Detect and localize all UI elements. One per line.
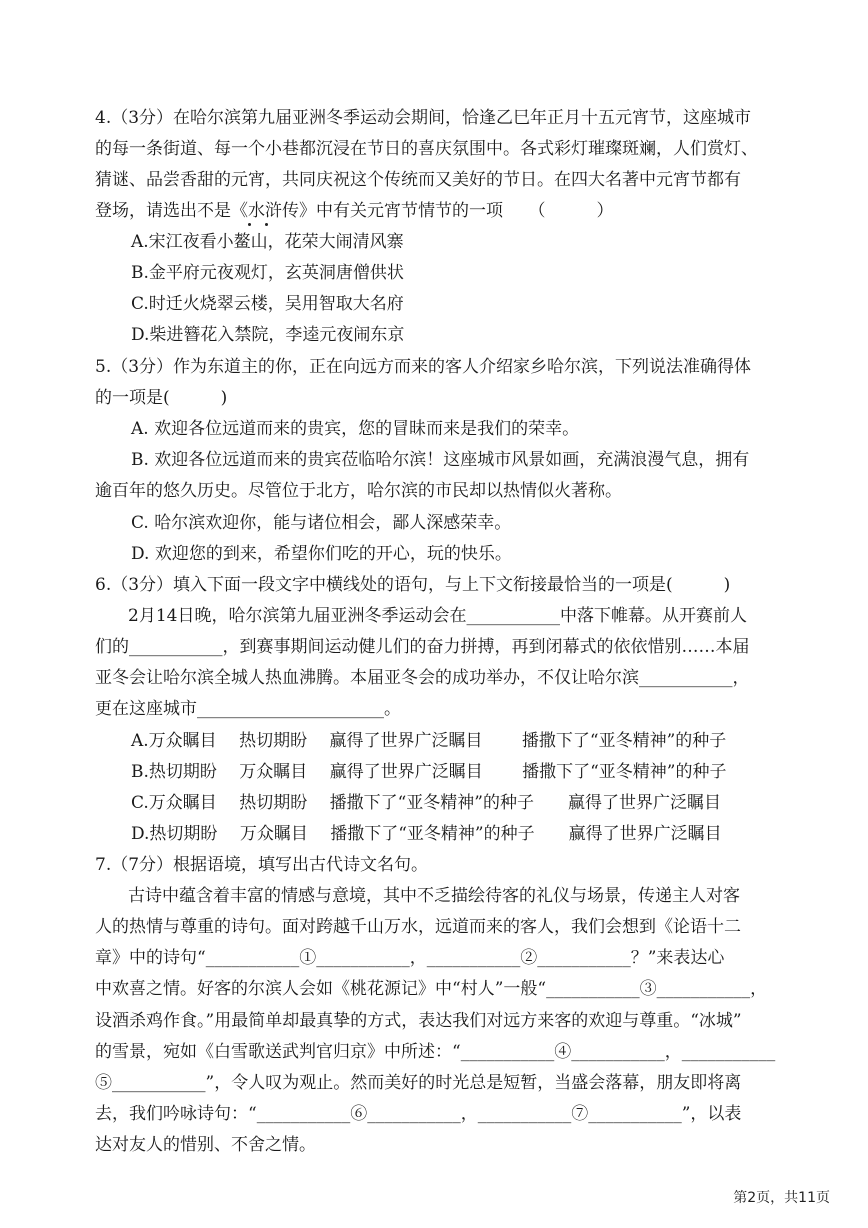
emphasis-dot	[265, 223, 268, 226]
q7-passage-line-3: 章》中的诗句“___________①___________，___________②___________？”来表达心	[95, 948, 725, 968]
q4-stem-line-4: 登场，请选出不是《水浒传》中有关元宵节情节的一项 （ ）	[95, 201, 614, 221]
q7-passage-line-5: 设酒杀鸡作食。”用最简单却最真挚的方式，表达我们对远方来客的欢迎与尊重。“冰城”	[95, 1011, 742, 1031]
q5-option-b: B. 欢迎各位远道而来的贵宾莅临哈尔滨！这座城市风景如画，充满浪漫气息，拥有	[131, 450, 750, 470]
q4-option-b: B.金平府元夜观灯，玄英洞唐僧供状	[131, 263, 404, 283]
q6-passage-line-3: 亚冬会让哈尔滨全城人热血沸腾。本届亚冬会的成功举办，不仅让哈尔滨___________，	[95, 668, 750, 688]
q5-option-c: C. 哈尔滨欢迎你，能与诸位相会，鄙人深感荣幸。	[131, 513, 512, 533]
q7-passage-line-6: 的雪景，宛如《白雪歌送武判官归京》中所述：“___________④___________，___________	[95, 1042, 776, 1062]
q4-option-c: C.时迁火烧翠云楼，吴用智取大名府	[131, 294, 404, 314]
q6-option-c: C.万众瞩目 热切期盼 播撒下了“亚冬精神”的种子 赢得了世界广泛瞩目	[131, 793, 721, 813]
q4-option-a: A.宋江夜看小鳌山，花荣大闹清风寨	[131, 232, 404, 252]
q7-passage-line-4: 中欢喜之情。好客的尔滨人会如《桃花源记》中“村人”一般“___________③___________，	[95, 979, 768, 999]
q5-stem-line-1: 5.（3分）作为东道主的你，正在向远方而来的客人介绍家乡哈尔滨，下列说法准确得体	[95, 357, 752, 377]
q6-option-d: D.热切期盼 万众瞩目 播撒下了“亚冬精神”的种子 赢得了世界广泛瞩目	[131, 824, 722, 844]
q4-stem-line-3: 猜谜、品尝香甜的元宵，共同庆祝这个传统而又美好的节日。在四大名著中元宵节都有	[95, 170, 741, 190]
q6-option-b: B.热切期盼 万众瞩目 赢得了世界广泛瞩目 播撒下了“亚冬精神”的种子	[131, 762, 727, 782]
q5-stem-line-2: 的一项是( )	[95, 388, 228, 408]
q4-stem-line-1: 4.（3分）在哈尔滨第九届亚洲冬季运动会期间，恰逢乙巳年正月十五元宵节，这座城市	[95, 108, 752, 128]
q7-passage-line-8: 去，我们吟咏诗句：“___________⑥___________，___________⑦___________”，以表	[95, 1104, 742, 1124]
q5-option-b-cont: 逾百年的悠久历史。尽管位于北方，哈尔滨的市民却以热情似火著称。	[95, 481, 622, 501]
q5-option-d: D. 欢迎您的到来，希望你们吃的开心，玩的快乐。	[131, 544, 512, 564]
q4-option-d: D.柴进簪花入禁院，李逵元夜闹东京	[131, 325, 405, 345]
q5-option-a: A. 欢迎各位远道而来的贵宾，您的冒昧而来是我们的荣幸。	[131, 419, 580, 439]
q7-stem-line-1: 7.（7分）根据语境，填写出古代诗文名句。	[95, 855, 429, 875]
q7-passage-line-1: 古诗中蕴含着丰富的情感与意境，其中不乏描绘待客的礼仪与场景，传递主人对客	[128, 886, 740, 906]
q6-stem-line-1: 6.（3分）填入下面一段文字中横线处的语句，与上下文衔接最恰当的一项是( )	[95, 575, 731, 595]
q4-stem-line-2: 的每一条街道、每一个小巷都沉浸在节日的喜庆氛围中。各式彩灯璀璨斑斓，人们赏灯、	[95, 139, 758, 159]
q6-passage-line-1: 2月14日晚，哈尔滨第九届亚洲冬季运动会在___________中落下帷幕。从开赛前人	[128, 606, 747, 626]
page-number: 第2页，共11页	[733, 1190, 830, 1206]
q6-option-a: A.万众瞩目 热切期盼 赢得了世界广泛瞩目 播撒下了“亚冬精神”的种子	[131, 731, 727, 751]
emphasis-dot	[248, 223, 251, 226]
q7-passage-line-2: 人的热情与尊重的诗句。面对跨越千山万水，远道而来的客人，我们会想到《论语十二	[95, 917, 741, 937]
q6-passage-line-4: 更在这座城市______________________。	[95, 699, 401, 719]
q7-passage-line-7: ⑤___________”，令人叹为观止。然而美好的时光总是短暂，当盛会落幕，朋友即将离	[95, 1073, 742, 1093]
q7-passage-line-9: 达对友人的惜别、不舍之情。	[95, 1135, 316, 1155]
q6-passage-line-2: 们的___________，到赛事期间运动健儿们的奋力拼搏，再到闭幕式的依依惜别……本届	[95, 637, 750, 657]
